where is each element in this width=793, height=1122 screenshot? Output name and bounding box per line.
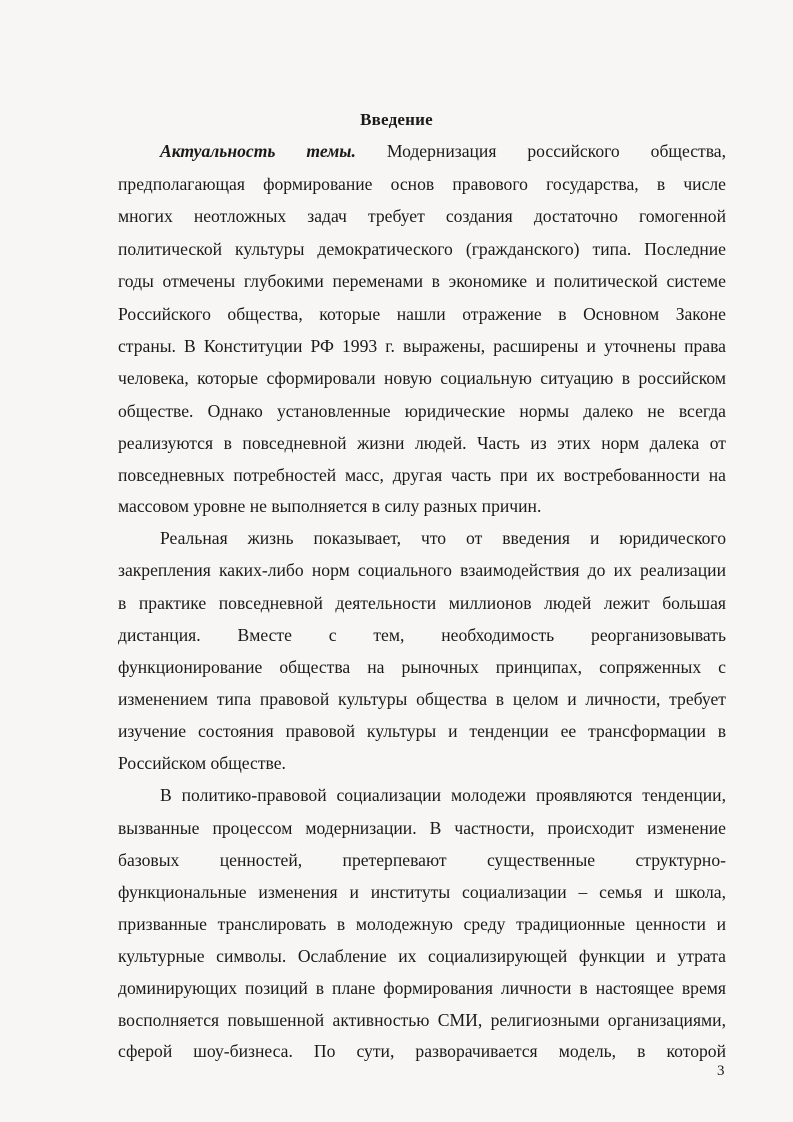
- paragraph-line: функционирование общества на рыночных принципах, сопряженных с: [118, 657, 726, 677]
- paragraph-line: дистанция. Вместе с тем, необходимость реорганизовывать: [118, 625, 726, 645]
- paragraph-line: закрепления каких-либо норм социального взаимодействия до их реализации: [118, 560, 726, 580]
- paragraph-line: сферой шоу-бизнеса. По сути, разворачивается модель, в которой: [118, 1041, 726, 1061]
- page-number: 3: [717, 1063, 725, 1079]
- paragraph-line: предполагающая формирование основ правового государства, в числе: [118, 174, 726, 194]
- paragraph-line: изучение состояния правовой культуры и тенденции ее трансформации в: [118, 721, 726, 741]
- paragraph-line: Российского общества, которые нашли отражение в Основном Законе: [118, 304, 726, 324]
- paragraph-line: в практике повседневной деятельности миллионов людей лежит большая: [118, 593, 726, 613]
- paragraph-line: человека, которые сформировали новую социальную ситуацию в российском: [118, 368, 726, 388]
- paragraph-line: реализуются в повседневной жизни людей. Часть из этих норм далека от: [118, 433, 726, 453]
- paragraph-line: вызванные процессом модернизации. В частности, происходит изменение: [118, 818, 726, 838]
- paragraph-line: доминирующих позиций в плане формирования личности в настоящее время: [118, 978, 726, 998]
- section-title: Введение: [360, 110, 433, 129]
- paragraph-line: политической культуры демократического (гражданского) типа. Последние: [118, 239, 726, 259]
- paragraph-line: культурные символы. Ослабление их социализирующей функции и утрата: [118, 946, 726, 966]
- paragraph-line: обществе. Однако установленные юридические нормы далеко не всегда: [118, 401, 726, 421]
- paragraph-line: Реальная жизнь показывает, что от введения и юридического: [160, 528, 726, 548]
- line-text: Модернизация российского общества,: [386, 141, 726, 161]
- paragraph-line: массовом уровне не выполняется в силу разных причин.: [118, 496, 542, 516]
- paragraph-line: [160, 141, 726, 161]
- paragraph-line: функциональные изменения и институты социализации – семья и школа,: [118, 882, 726, 902]
- paragraph-line: повседневных потребностей масс, другая часть при их востребованности на: [118, 465, 726, 485]
- paragraph-line: годы отмечены глубокими переменами в экономике и политической системе: [118, 271, 726, 291]
- paragraph-line: базовых ценностей, претерпевают существенные структурно-: [118, 850, 726, 870]
- paragraph-line: страны. В Конституции РФ 1993 г. выражены, расширены и уточнены права: [118, 336, 726, 356]
- paragraph-line: Российском обществе.: [118, 753, 286, 773]
- paragraph-line: призванные транслировать в молодежную среду традиционные ценности и: [118, 914, 726, 934]
- paragraph-line: восполняется повышенной активностью СМИ, религиозными организациями,: [118, 1010, 726, 1030]
- paragraph-line: многих неотложных задач требует создания достаточно гомогенной: [118, 206, 726, 226]
- paragraph-line: В политико-правовой социализации молодежи проявляются тенденции,: [160, 785, 726, 805]
- lead-heading: Актуальность темы.: [160, 141, 356, 161]
- paragraph-line: изменением типа правовой культуры общества в целом и личности, требует: [118, 689, 726, 709]
